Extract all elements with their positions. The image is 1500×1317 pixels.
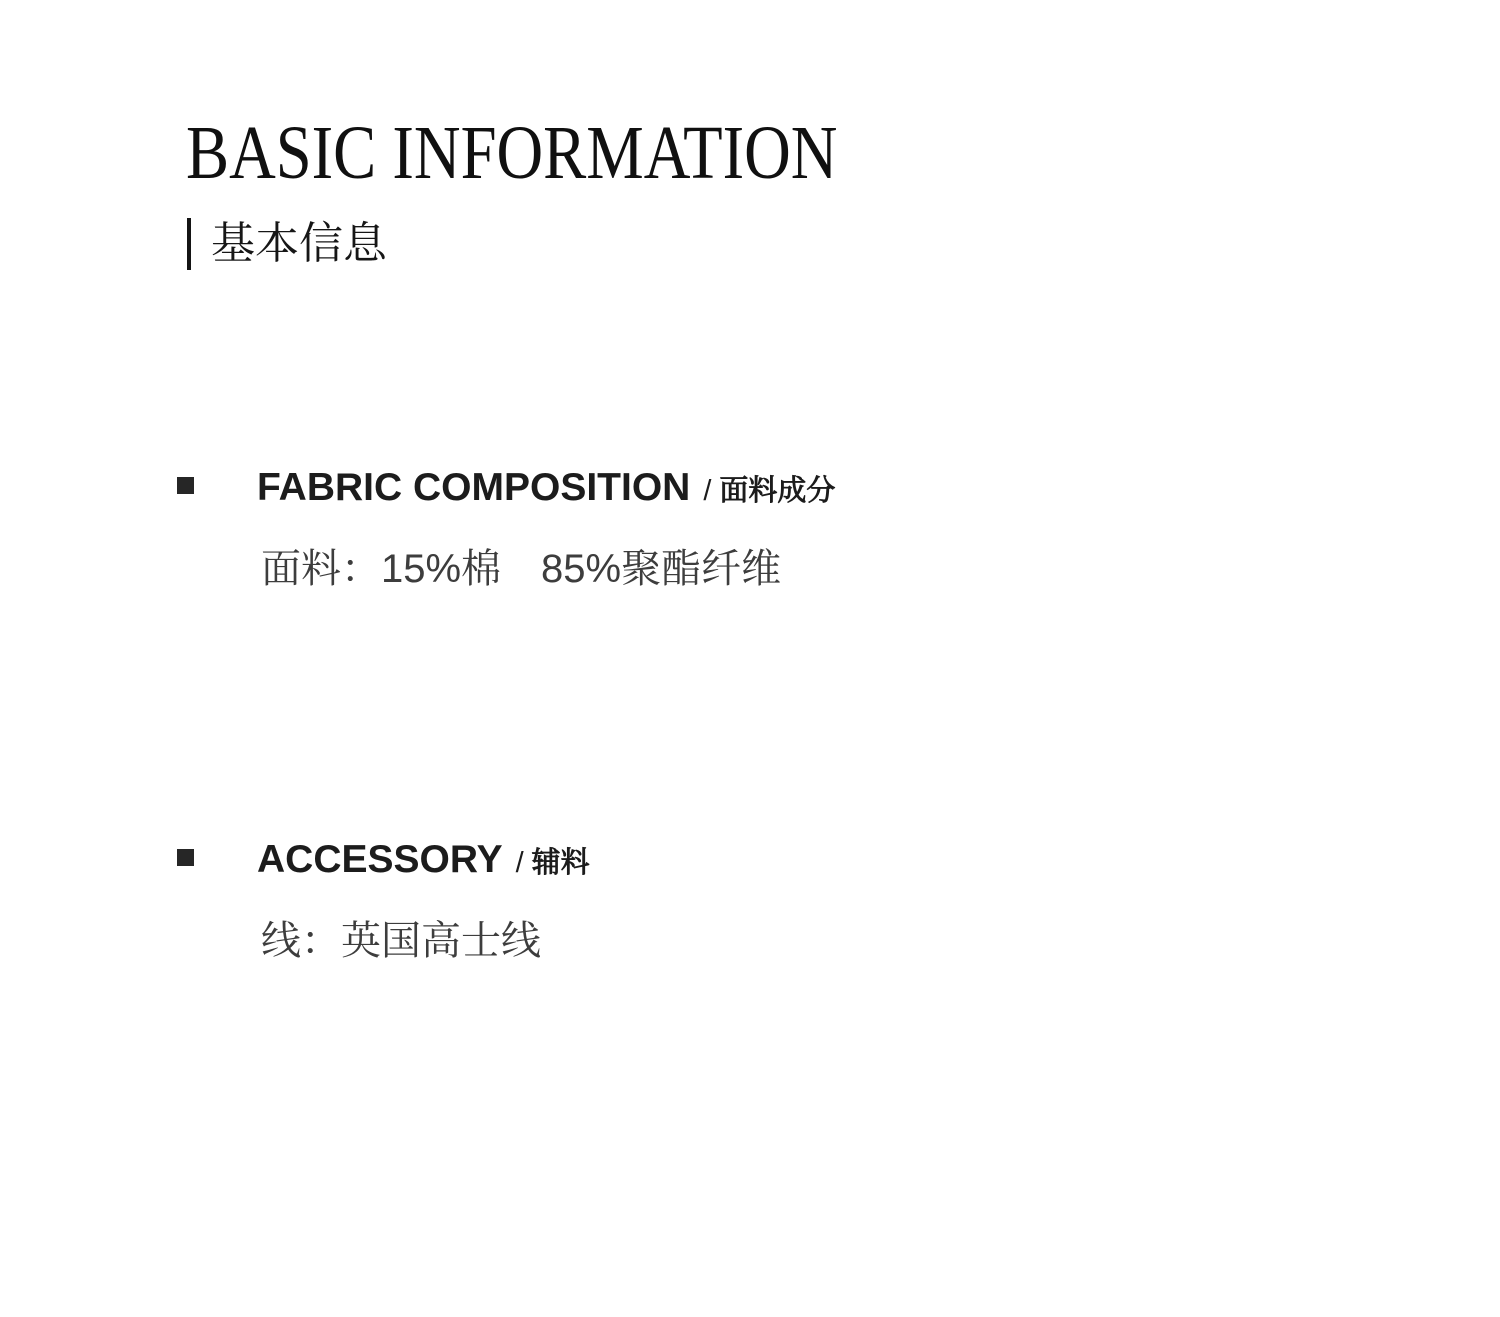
section-heading-fabric: [257, 468, 835, 507]
subtitle-bar-icon: [187, 218, 191, 270]
section-heading-accessory: [257, 840, 590, 879]
section-heading-en: ACCESSORY: [257, 838, 503, 881]
page-subtitle-text: 基本信息: [211, 218, 387, 268]
page-subtitle: [187, 218, 387, 270]
section-heading-zh: 辅料: [531, 847, 590, 879]
heading-separator: /: [703, 475, 712, 507]
section-heading-en: FABRIC COMPOSITION: [257, 466, 691, 509]
section-body-fabric: 面料：15%棉 85%聚酯纤维: [261, 547, 782, 591]
bullet-square-icon: [177, 849, 194, 866]
section-fabric-composition: [0, 468, 1500, 598]
page-title: BASIC INFORMATION: [186, 111, 838, 195]
section-heading-zh: 面料成分: [719, 475, 836, 507]
heading-separator: /: [515, 847, 524, 879]
bullet-square-icon: [177, 477, 194, 494]
section-body-accessory: 线：英国高士线: [261, 919, 541, 963]
section-accessory: [0, 840, 1500, 970]
